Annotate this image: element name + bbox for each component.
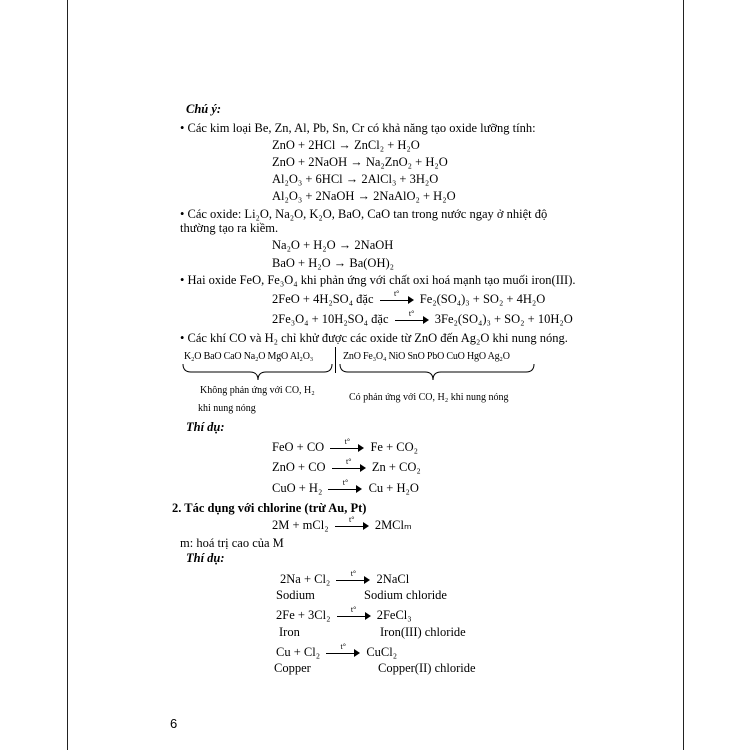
brace-left-icon xyxy=(183,364,332,380)
name-iron-chloride: Iron(III) chloride xyxy=(380,625,466,639)
equation-zno-hcl: ZnO + 2HCl → ZnCl₂ + H₂O xyxy=(272,138,420,152)
name-copper: Copper xyxy=(274,661,311,675)
equation-zno-naoh: ZnO + 2NaOH → Na₂ZnO₂ + H₂O xyxy=(272,155,448,169)
equation-cu-cl2 xyxy=(276,642,398,659)
bullet-reduction: • Các khí CO và H₂ chỉ khử được các oxide từ ZnO đến Ag₂O khi nung nóng. xyxy=(180,331,568,345)
equation-rhs: Fe₂(SO₄)₃ + SO₂ + 4H₂O xyxy=(419,292,546,306)
equation-al2o3-hcl: Al₂O₃ + 6HCl → 2AlCl₃ + 3H₂O xyxy=(272,172,439,186)
equation-al2o3-naoh: Al₂O₃ + 2NaOH → 2NaAlO₂ + H₂O xyxy=(272,189,456,203)
equation-lhs: 2Na + Cl₂ xyxy=(280,572,331,586)
heat-arrow: t° xyxy=(380,295,414,305)
equation-rhs: 2MClₘ xyxy=(374,518,412,532)
bullet-iron-oxides: • Hai oxide FeO, Fe₃O₄ khi phản ứng với chất oxi hoá mạnh tạo muối iron(III). xyxy=(180,273,576,287)
equation-rhs: 3Fe₂(SO₄)₃ + SO₂ + 10H₂O xyxy=(434,312,573,326)
name-sodium: Sodium xyxy=(276,588,315,602)
oxides-not-reduced: K₂O BaO CaO Na₂O MgO Al₂O₃ xyxy=(184,351,314,362)
bullet-basic-oxides-cont: thường tạo ra kiềm. xyxy=(180,221,279,235)
heat-arrow: t° xyxy=(326,648,360,658)
valence-note: m: hoá trị cao của M xyxy=(180,536,284,550)
name-iron: Iron xyxy=(279,625,300,639)
equation-cuo-h2 xyxy=(272,478,419,495)
bullet-basic-oxides: • Các oxide: Li₂O, Na₂O, K₂O, BaO, CaO tan trong nước ngay ở nhiệt độ xyxy=(180,207,548,221)
equation-lhs: 2Fe₃O₄ + 10H₂SO₄ đặc xyxy=(272,312,389,326)
brace-left-label: Không phản ứng với CO, H₂ xyxy=(200,385,315,396)
example-heading: Thí dụ: xyxy=(186,420,225,434)
heat-arrow: t° xyxy=(395,315,429,325)
brace-right-icon xyxy=(340,364,534,380)
name-copper-chloride: Copper(II) chloride xyxy=(378,661,476,675)
section-heading: 2. Tác dụng với chlorine (trừ Au, Pt) xyxy=(172,501,367,515)
name-sodium-chloride: Sodium chloride xyxy=(364,588,447,602)
heat-arrow: t° xyxy=(332,463,366,473)
page-number: 6 xyxy=(170,716,178,731)
equation-lhs: 2M + mCl₂ xyxy=(272,518,329,532)
note-heading: Chú ý: xyxy=(186,102,222,116)
example-heading-2: Thí dụ: xyxy=(186,551,225,565)
equation-lhs: FeO + CO xyxy=(272,440,325,454)
equation-fe-cl2 xyxy=(276,605,412,622)
equation-lhs: CuO + H₂ xyxy=(272,481,323,495)
equation-lhs: 2Fe + 3Cl₂ xyxy=(276,608,331,622)
heat-arrow: t° xyxy=(335,521,369,531)
equation-lhs: ZnO + CO xyxy=(272,460,326,474)
equation-rhs: 2FeCl₃ xyxy=(376,608,412,622)
brace-right-label: Có phản ứng với CO, H₂ khi nung nóng xyxy=(349,392,509,403)
heat-arrow: t° xyxy=(328,484,362,494)
equation-lhs: Cu + Cl₂ xyxy=(276,645,321,659)
equation-feo-co xyxy=(272,437,418,454)
equation-rhs: CuCl₂ xyxy=(366,645,398,659)
heat-arrow: t° xyxy=(337,611,371,621)
oxides-reduced: ZnO Fe₃O₄ NiO SnO PbO CuO HgO Ag₂O xyxy=(343,351,510,362)
equation-na2o-h2o: Na₂O + H₂O → 2NaOH xyxy=(272,238,394,252)
equation-lhs: 2FeO + 4H₂SO₄ đặc xyxy=(272,292,374,306)
equation-na-cl2 xyxy=(280,569,410,586)
heat-arrow: t° xyxy=(336,575,370,585)
equation-bao-h2o: BaO + H₂O → Ba(OH)₂ xyxy=(272,256,394,270)
heat-arrow: t° xyxy=(330,443,364,453)
equation-rhs: Fe + CO₂ xyxy=(370,440,418,454)
equation-rhs: 2NaCl xyxy=(376,572,410,586)
equation-zno-co xyxy=(272,457,421,474)
bullet-amphoteric: • Các kim loại Be, Zn, Al, Pb, Sn, Cr có khả năng tạo oxide lưỡng tính: xyxy=(180,121,536,135)
equation-rhs: Zn + CO₂ xyxy=(371,460,421,474)
equation-rhs: Cu + H₂O xyxy=(368,481,419,495)
brace-left-label-cont: khi nung nóng xyxy=(198,403,256,414)
equation-general xyxy=(272,515,412,532)
